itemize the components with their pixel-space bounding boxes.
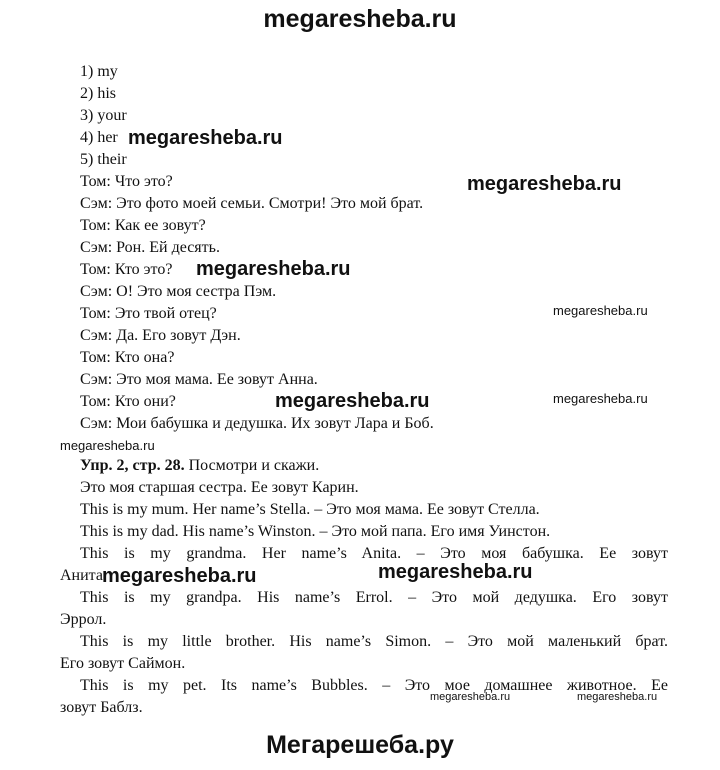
- answer-item: 5) their: [80, 151, 127, 168]
- site-footer: Мегарешеба.ру: [266, 731, 454, 759]
- dialogue-line: Том: Это твой отец?: [80, 305, 217, 322]
- exercise-line: This is my mum. Her name’s Stella. – Это моя мама. Ее зовут Стелла.: [80, 501, 540, 518]
- exercise-instruction: Посмотри и скажи.: [184, 457, 320, 474]
- dialogue-line: Сэм: О! Это моя сестра Пэм.: [80, 283, 277, 300]
- answer-item: 3) your: [80, 107, 127, 124]
- exercise-line: Анита.: [60, 567, 107, 584]
- watermark: megaresheba.ru: [378, 561, 533, 583]
- site-header: megaresheba.ru: [263, 5, 457, 33]
- dialogue-line: Том: Что это?: [80, 173, 173, 190]
- exercise-line: This is my little brother. His name’s Simon. – Это мой маленький брат.: [80, 633, 668, 650]
- exercise-title: Упр. 2, стр. 28.: [80, 457, 185, 474]
- dialogue-line: Сэм: Да. Его зовут Дэн.: [80, 327, 241, 344]
- watermark: megaresheba.ru: [467, 173, 622, 195]
- watermark: megaresheba.ru: [275, 390, 430, 412]
- watermark: megaresheba.ru: [128, 127, 283, 149]
- exercise-heading: [80, 456, 319, 476]
- exercise-line: Эррол.: [60, 611, 107, 628]
- answer-item: 2) his: [80, 85, 116, 102]
- dialogue-line: Сэм: Это моя мама. Ее зовут Анна.: [80, 371, 318, 388]
- dialogue-line: Том: Как ее зовут?: [80, 217, 206, 234]
- exercise-line: This is my dad. His name’s Winston. – Это мой папа. Его имя Уинстон.: [80, 523, 551, 540]
- watermark: megaresheba.ru: [430, 691, 511, 703]
- answer-item: 1) my: [80, 63, 118, 80]
- dialogue-line: Том: Кто она?: [80, 349, 175, 366]
- exercise-line: This is my grandma. Her name’s Anita. – Это моя бабушка. Ее зовут: [80, 545, 668, 562]
- watermark: megaresheba.ru: [196, 258, 351, 280]
- watermark: megaresheba.ru: [553, 391, 648, 406]
- watermark: megaresheba.ru: [60, 438, 155, 453]
- answer-item: 4) her: [80, 129, 118, 146]
- watermark: megaresheba.ru: [102, 565, 257, 587]
- dialogue-line: Том: Кто это?: [80, 261, 173, 278]
- exercise-line: This is my pet. Its name’s Bubbles. – Это мое домашнее животное. Ее: [80, 677, 668, 694]
- exercise-line: This is my grandpa. His name’s Errol. – Это мой дедушка. Его зовут: [80, 589, 668, 606]
- exercise-line: Его зовут Саймон.: [60, 655, 186, 672]
- watermark: megaresheba.ru: [577, 691, 658, 703]
- dialogue-line: Сэм: Это фото моей семьи. Смотри! Это мой брат.: [80, 195, 424, 212]
- exercise-intro: Это моя старшая сестра. Ее зовут Карин.: [80, 479, 359, 496]
- dialogue-line: Сэм: Мои бабушка и дедушка. Их зовут Лара и Боб.: [80, 415, 434, 432]
- watermark: megaresheba.ru: [553, 303, 648, 318]
- dialogue-line: Том: Кто они?: [80, 393, 176, 410]
- exercise-line: зовут Баблз.: [60, 699, 143, 716]
- dialogue-line: Сэм: Рон. Ей десять.: [80, 239, 220, 256]
